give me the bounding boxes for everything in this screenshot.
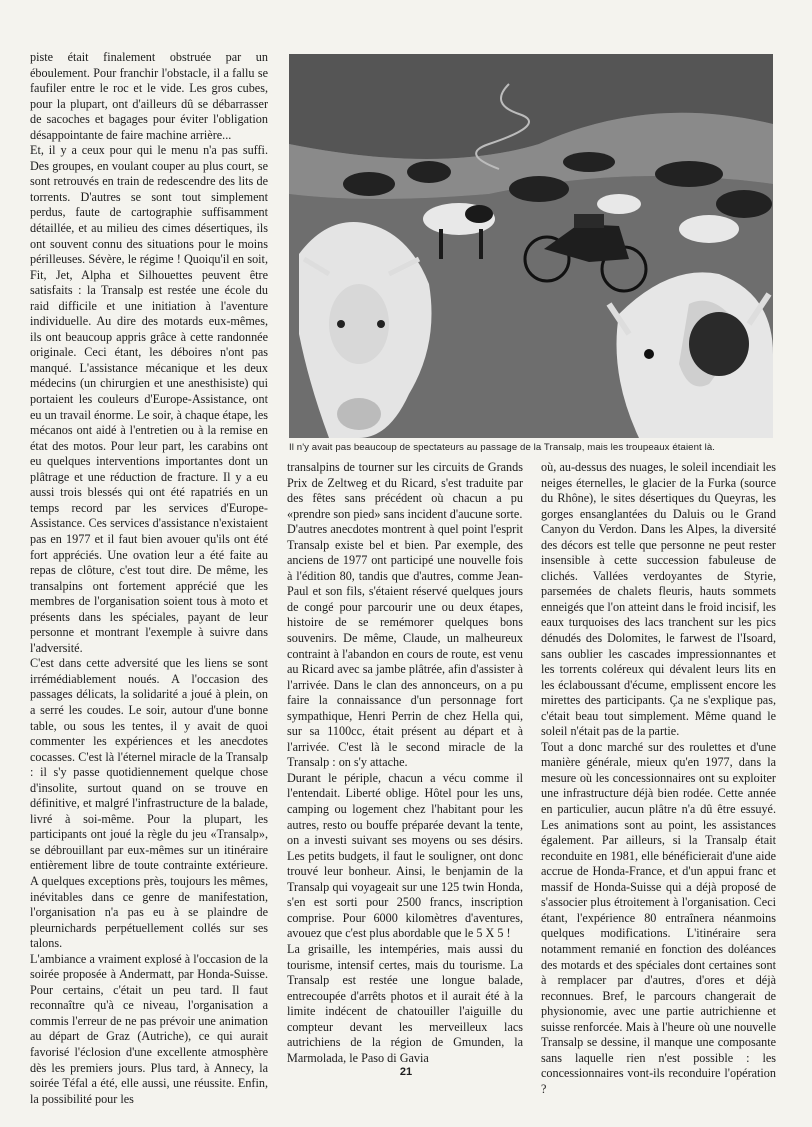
paragraph: Durant le périple, chacun a vécu comme il l'entendait. Liberté oblige. Hôtel pour les uns, camping ou logement chez l'habitant pour les autres, resto ou bouffe préparée devant la tente, on a investi suivant ses moyens ou ses désirs. Les petits budgets, il faut le souligner, ont donc trouvé leur bonheur. Ainsi, le benjamin de la Transalp qui voyageait sur une 125 twin Honda, s'en est sorti pour 2500 francs, inscription comprise. Pour 6000 kilomètres d'aventures, avouez que c'est plus abordable que le 5 X 5 ! (287, 770, 523, 941)
paragraph: L'ambiance a vraiment explosé à l'occasion de la soirée proposée à Andermatt, par Honda-Suisse. Pour certains, c'était un peu tard. Il faut reconnaître qu'à ce niveau, l'organisation a commis l'erreur de ne pas prévoir une animation au départ de Graz (Autriche), ce qui aurait favorisé l'éclosion d'une excellente atmosphère dès les premiers jours. Plus tard, à Annecy, la soirée Téfal a été, elle aussi, une réussite. Enfin, la possibilité pour les (30, 951, 268, 1106)
paragraph: La grisaille, les intempéries, mais aussi du tourisme, intensif certes, mais du tourisme. La Transalp est restée une longue balade, entrecoupée d'arrêts photos et il aurait été à la limite indécent de chatouiller l'aiguille du compteur devant les merveilleux lacs autrichiens de la région de Gmunden, la Marmolada, le Paso di Gavia (287, 941, 523, 1065)
article-column-3 (541, 460, 776, 1097)
paragraph: D'autres anecdotes montrent à quel point l'esprit Transalp existe bel et bien. Par exemple, des anciens de 1977 ont participé une nouvelle fois à l'édition 80, tandis que d'autres, comme Jean-Paul et son fils, s'étaient réservé quelques jours de congé pour parcourir une ou deux étapes, histoire de se remémorer quelques bons souvenirs. De même, Claude, un malheureux contraint à l'abandon en cours de route, est venu au Ricard avec sa jambe plâtrée, afin d'assister à l'arrivée. Dans le clan des annonceurs, on a pu faire la connaissance d'un personnage fort sympathique, Henri Perrin de chez Hella qui, sur sa 1100cc, était présent au départ et à l'arrivée. C'est là le second miracle de la Transalp : on s'y attache. (287, 522, 523, 770)
article-column-2 (287, 460, 523, 1066)
photo-caption: Il n'y avait pas beaucoup de spectateurs au passage de la Transalp, mais les troupeaux étaient là. (289, 442, 716, 453)
photo-cows-motorcycle (289, 54, 773, 438)
paragraph: où, au-dessus des nuages, le soleil incendiait les neiges éternelles, le glacier de la Furka (source du Rhône), le sites désertiques du Queyras, les gorges ensanglantées du Daluis ou le Grand Canyon du Verdon. Dans les Alpes, la diversité des décors est telle que personne ne peut rester insensible à cette succession fabuleuse de clichés. Vallées verdoyantes de Styrie, parsemées de chalets fleuris, hauts sommets enneigés que l'on atteint dans le froid incisif, les eaux turquoises des lacs tranchent sur les pics dénudés des Dolomites, le farwest de l'Isoard, sans oublier les cascades impressionnantes et les torrents coléreux qui dévalent leurs lits en les éclaboussant d'écume, emplissent encore les mirettes des participants. Ça ne s'explique pas, c'était beau tout simplement. Même quand le soleil n'était pas de la partie. (541, 460, 776, 739)
page-number: 21 (399, 1066, 413, 1078)
paragraph: Tout a donc marché sur des roulettes et d'une manière générale, mieux qu'en 1977, dans la mesure où les concessionnaires ont su exploiter une infrastructure déjà bien rodée. Cette année en particulier, aucun plâtre n'a dû être essuyé. Les animations sont au point, les assistances également. Par ailleurs, si la Transalp était reconduite en 1981, elle bénéficierait d'une aide accrue de Honda-France, et d'un appui franc et massif de Honda-Suisse qui a déjà proposé de s'associer plus étroitement à l'organisation. Ceci étant, l'expérience 80 entraînera néanmoins quelques modifications. L'itinéraire sera notamment remanié en fonction des doléances des motards et des spéciales dont certaines sont à remplacer par d'autres, d'ores et déjà reconnues. Bref, le parcours changerait de physionomie, avec une partie autrichienne et suisse renforcée. Mais à l'heure où une nouvelle Transalp se dessine, il manque une composante sans laquelle rien n'est possible : les concessionnaires vont-ils reconduire l'opération ? (541, 739, 776, 1096)
paragraph: transalpins de tourner sur les circuits de Grands Prix de Zeltweg et du Ricard, s'est traduite par des fêtes sans précédent où chacun a pu «prendre son pied» sans incident d'aucune sorte. (287, 460, 523, 521)
paragraph: C'est dans cette adversité que les liens se sont irrémédiablement noués. A l'occasion des passages délicats, la solidarité a joué à plein, on a serré les coudes. Le soir, autour d'une bonne table, ou sous les tentes, il y avait de quoi commenter les expériences et les anecdotes cocasses. C'est là l'éternel miracle de la Transalp : il s'y passe quotidiennement quelque chose d'insolite, surtout quand on se trouve en définitive, et malgré l'infrastructure de la balade, livré à soi-même. Pour la plupart, les participants ont joué la règle du jeu «Transalp», se débrouillant par eux-mêmes sur un itinéraire entièrement libre de toute contrainte extérieure. A quelques exceptions près, toujours les mêmes, inévitables dans ce genre de manifestation, l'organisation n'a pas eu à se plaindre de pleurnichards perpétuellement collés sur ses talons. (30, 656, 268, 951)
paragraph: piste était finalement obstruée par un éboulement. Pour franchir l'obstacle, il a fallu se faufiler entre le roc et le vide. Les gros cubes, pour la plupart, ont d'ailleurs dû se débarrasser de sacoches et bagages pour éviter l'obligation désappointante de faire machine arrière... (30, 50, 268, 142)
paragraph: Et, il y a ceux pour qui le menu n'a pas suffi. Des groupes, en voulant couper au plus court, se sont retrouvés en train de redescendre des lits de torrents. D'autres se sont tout simplement perdus, faute de cartographie suffisamment détaillée, et au milieu des cimes désertiques, ils ont souvent connu des situations pour le moins périlleuses. Sévère, le régime ! Quoiqu'il en soit, Fit, Jet, Alpha et Silhouettes peuvent être satisfaits : la Transalp est restée une école du raid difficile et une initiation à l'aventure individuelle. Au dire des motards eux-mêmes, ils ont beaucoup appris grâce à cette randonnée originale. Ceci étant, les déboires n'ont pas manqué. L'assistance mécanique et les deux médecins (un chirurgien et une anesthisiste) qui portaient les couleurs d'Europe-Assistance, ont eu un travail énorme. Le soir, à chaque étape, les mécanos ont aidé à l'entretien ou à la remise en état des motos. Pour leur part, les carabins ont eu quelques interventions importantes dont un plâtrage et une réduction de fracture. Il y a eu aussi trois blessés qui ont été rapatriés en un temps record par les services d'Europe-Assistance. Ces services d'assistance n'existaient pas en 1977 et il faut bien avouer qu'ils ont été fort appréciés. Une ovation leur a été faite au repas de clôture, c'est tout dire. De même, les transalpins ont fortement apprécié que les membres de l'organisation soient tous à moto et présents dans les spéciales, payant de leur personne et montrant l'exemple à suivre dans l'adversité. (30, 143, 268, 655)
article-column-1 (30, 50, 268, 1107)
